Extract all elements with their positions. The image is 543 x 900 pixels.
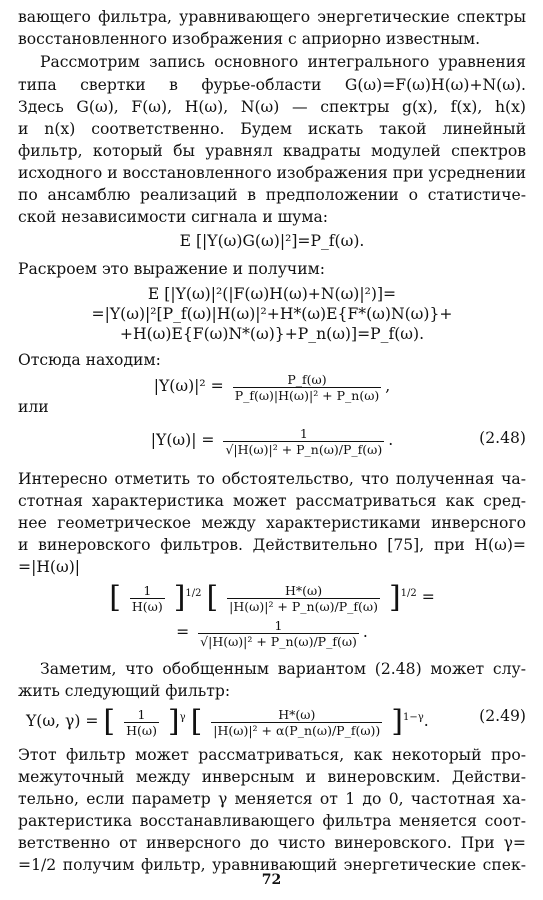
denominator: √|H(ω)|² + P_n(ω)/P_f(ω)	[225, 441, 383, 457]
equation-y-squared-lhs: |Y(ω)|² =	[153, 377, 224, 395]
text-line: Раскроем это выражение и получим:	[18, 260, 325, 278]
numerator: H*(ω)	[278, 706, 316, 722]
fraction	[223, 426, 384, 457]
equation-expectation: E [|Y(ω)G(ω)|²]=P_f(ω).	[179, 232, 365, 250]
fraction	[130, 583, 165, 614]
text-line: =|H(ω)|	[18, 558, 81, 576]
numerator: 1	[274, 617, 283, 633]
exponent: γ	[179, 712, 186, 723]
equation-expand-2: =|Y(ω)|²[P_f(ω)|H(ω)|²+H*(ω)E{F*(ω)N(ω)}+	[91, 305, 453, 323]
text-line: фильтр, который бы уравнял квадраты модулей спектров	[18, 142, 526, 160]
numerator: H*(ω)	[285, 582, 323, 598]
exponent: 1−γ	[402, 712, 424, 723]
numerator: 1	[299, 425, 308, 441]
text-line: нее геометрическое между характеристиками инверсного	[18, 514, 526, 532]
equation-y-squared: |Y(ω)|² = $\frac{P\_f(\omega)}{\text{P\_f(ω)|H(ω)|² + P\_n(ω)}}$ ,	[153, 371, 391, 403]
text-line: рактеристика восстанавливающего фильтра меняется соот-	[18, 812, 526, 830]
page-number: 72	[261, 872, 282, 888]
equation-geometric-result: = $\frac{1}{\text{√|H(ω)|² + P\_n(ω)/P\_f(ω)}}$ .	[176, 617, 368, 649]
text-line: стотная характеристика может рассматриваться как сред-	[18, 492, 526, 510]
denominator: |H(ω)|² + P_n(ω)/P_f(ω)	[229, 598, 378, 614]
text-line: Рассмотрим запись основного интегрального уравнения	[40, 53, 526, 71]
numerator: P_f(ω)	[287, 371, 327, 387]
denominator: P_f(ω)|H(ω)|² + P_n(ω)	[234, 387, 380, 403]
text-line: =1/2 получим фильтр, уравнивающий энергетические спек-	[18, 856, 526, 874]
equation-expand-1: E [|Y(ω)|²(|F(ω)H(ω)+N(ω)|²)]=	[147, 285, 397, 303]
equation-249-lhs: Y(ω, γ) =	[26, 712, 99, 731]
text-line: тельно, если параметр γ меняется от 1 до 0, частотная ха-	[18, 790, 526, 808]
text-line: исходного и восстановленного изображения при усреднении	[18, 164, 526, 182]
text-line: Интересно отметить то обстоятельство, что полученная ча-	[18, 470, 526, 488]
text-line: типа свертки в фурье-области G(ω)=F(ω)H(ω)+N(ω).	[18, 76, 526, 94]
text-line: или	[18, 398, 49, 416]
exponent: 1/2	[400, 588, 417, 599]
equation-expand-3: +H(ω)E{F(ω)N*(ω)}+P_n(ω)]=P_f(ω).	[119, 325, 425, 343]
denominator: |H(ω)|² + α(P_n(ω)/P_f(ω))	[213, 722, 381, 738]
numerator: 1	[143, 582, 152, 598]
fraction	[124, 707, 159, 738]
text-line: Этот фильтр может рассматриваться, как некоторый про-	[18, 746, 526, 764]
text-line: Здесь G(ω), F(ω), H(ω), N(ω) — спектры g(x), f(x), h(x)	[18, 98, 526, 116]
text-line: и винеровского фильтров. Действительно [75], при H(ω)=	[18, 536, 526, 554]
text-line: межуточный между инверсным и винеровским. Действи-	[18, 768, 526, 786]
equation-number: (2.48)	[479, 429, 526, 447]
equation-number: (2.49)	[479, 707, 526, 725]
fraction	[211, 707, 382, 738]
text-line: восстановленного изображения с априорно известным.	[18, 30, 481, 48]
equation-248: |Y(ω)| = $\frac{1}{\text{√|H(ω)|² + P\_n(ω)/P\_f(ω)}}$ .	[150, 425, 394, 457]
text-line: вающего фильтра, уравнивающего энергетические спектры	[18, 8, 526, 26]
denominator: √|H(ω)|² + P_n(ω)/P_f(ω)	[200, 633, 357, 649]
text-line: жить следующий фильтр:	[18, 682, 231, 700]
equation-248-lhs: |Y(ω)| =	[150, 431, 215, 449]
text-line: по ансамблю реализаций в предположении о статистиче-	[18, 186, 526, 204]
equation-geometric-mean: [ $\frac{1}{H(\omega)}$ ]$^{1/2}$ [ $\frac{H*(\omega)}{\text{|H(ω)|² + P\_n(ω)/P\_f(ω)}}$ ]$^{1/2}$ =	[109, 580, 435, 616]
text-line: ской независимости сигнала и шума:	[18, 208, 329, 226]
denominator: H(ω)	[126, 722, 157, 738]
fraction	[198, 618, 359, 649]
numerator: 1	[137, 706, 146, 722]
text-line: и n(x) соответственно. Будем искать такой линейный	[18, 120, 526, 138]
exponent: 1/2	[185, 588, 202, 599]
equation-249: Y(ω, γ) = [ $\frac{1}{H(\omega)}$ ]$^\gamma$ [ $\frac{H*(\omega)}{\text{|H(ω)|² + α(P\_n(ω)/P\_f(ω))}}$ ]$^{1-\gamma}$.	[26, 704, 429, 740]
text-line: ветственно от инверсного до чисто винеровского. При γ=	[18, 834, 526, 852]
text-line: Отсюда находим:	[18, 351, 161, 369]
text-line: Заметим, что обобщенным вариантом (2.48) может слу-	[40, 660, 526, 678]
fraction	[227, 583, 380, 614]
denominator: H(ω)	[131, 598, 163, 614]
